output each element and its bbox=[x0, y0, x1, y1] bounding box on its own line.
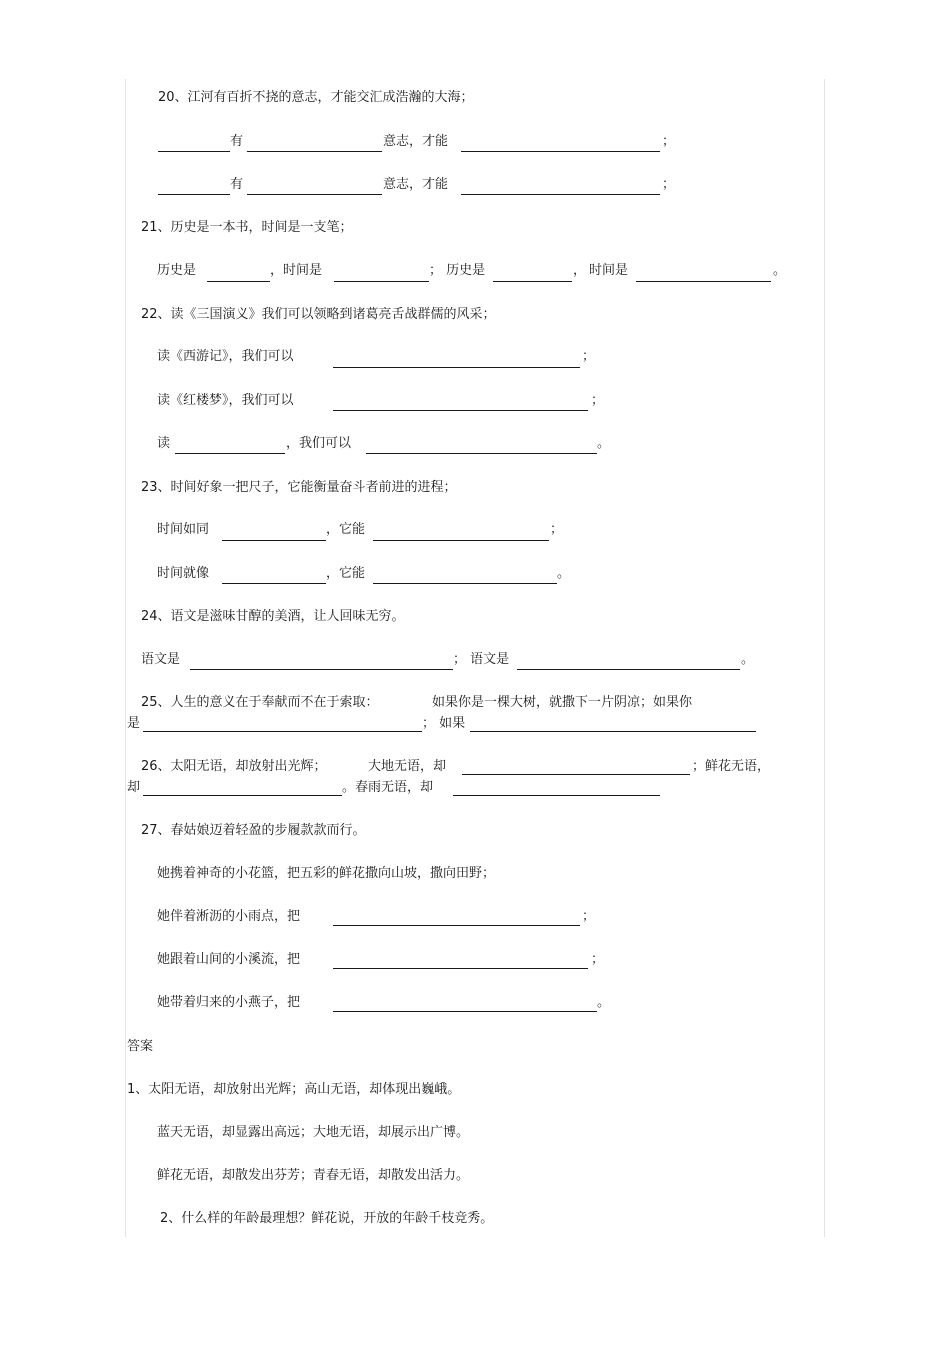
blank-26-c[interactable] bbox=[453, 795, 660, 796]
label-21-lishishi2: ； 历史是 bbox=[429, 263, 486, 278]
question-26-title: 26、太阳无语，却放射出光辉； bbox=[141, 759, 327, 774]
blank-23-1b[interactable] bbox=[373, 540, 549, 541]
blank-26-a[interactable] bbox=[462, 774, 690, 775]
label-20-you-1: 有 bbox=[230, 134, 244, 149]
label-27-end: 。 bbox=[597, 995, 611, 1010]
label-27-line2: 她伴着淅沥的小雨点，把 bbox=[157, 909, 301, 924]
label-20-yizhi-1: 意志，才能 bbox=[383, 134, 449, 149]
blank-22-3b[interactable] bbox=[366, 453, 597, 454]
label-27-line1: 她携着神奇的小花篮，把五彩的鲜花撒向山坡，撒向田野； bbox=[157, 866, 496, 881]
blank-27-2[interactable] bbox=[333, 968, 588, 969]
question-21-title: 21、历史是一本书，时间是一支笔； bbox=[141, 220, 353, 235]
label-25-ruguo: ； 如果 bbox=[422, 716, 466, 731]
label-22-du: 读 bbox=[157, 436, 171, 451]
label-23-taneng-2: ，它能 bbox=[326, 566, 366, 581]
answer-1b: 蓝天无语，却显露出高远；大地无语，却展示出广博。 bbox=[157, 1125, 470, 1140]
label-23-jiuxiang: 时间就像 bbox=[157, 566, 210, 581]
blank-20-2c[interactable] bbox=[461, 194, 660, 195]
question-20-title: 20、江河有百折不挠的意志，才能交汇成浩瀚的大海； bbox=[158, 90, 474, 105]
label-24-end: 。 bbox=[741, 652, 755, 667]
label-27-semi-2: ； bbox=[591, 952, 605, 967]
label-26-que: 却 bbox=[127, 780, 141, 795]
blank-26-b[interactable] bbox=[143, 795, 342, 796]
label-25-shi: 是 bbox=[127, 716, 141, 731]
label-20-semi-1: ； bbox=[662, 134, 676, 149]
question-22-title: 22、读《三国演义》我们可以领略到诸葛亮舌战群儒的风采； bbox=[141, 307, 496, 322]
question-27-title: 27、春姑娘迈着轻盈的步履款款而行。 bbox=[141, 823, 366, 838]
blank-20-1b[interactable] bbox=[247, 151, 382, 152]
label-26-chunyu: 。春雨无语，却 bbox=[342, 780, 434, 795]
label-20-semi-2: ； bbox=[662, 177, 676, 192]
label-20-you-2: 有 bbox=[230, 177, 244, 192]
blank-27-3[interactable] bbox=[333, 1011, 597, 1012]
blank-27-1[interactable] bbox=[333, 925, 580, 926]
blank-21-a[interactable] bbox=[207, 281, 270, 282]
blank-23-2b[interactable] bbox=[373, 583, 557, 584]
label-27-line3: 她跟着山间的小溪流，把 bbox=[157, 952, 301, 967]
blank-23-2a[interactable] bbox=[222, 583, 326, 584]
label-24-yuwenshi2: ； 语文是 bbox=[453, 652, 510, 667]
blank-25-a[interactable] bbox=[143, 731, 422, 732]
label-21-shijianshi: ，时间是 bbox=[270, 263, 323, 278]
blank-24-b[interactable] bbox=[517, 669, 740, 670]
blank-21-c[interactable] bbox=[493, 281, 572, 282]
blank-23-1a[interactable] bbox=[222, 540, 326, 541]
label-22-line2: 读《红楼梦》，我们可以 bbox=[157, 393, 294, 408]
answer-1c: 鲜花无语，却散发出芬芳；青春无语，却散发出活力。 bbox=[157, 1168, 470, 1183]
label-21-shijianshi3: 时间是 bbox=[589, 263, 629, 278]
question-23-title: 23、时间好象一把尺子，它能衡量奋斗者前进的进程； bbox=[141, 480, 457, 495]
blank-20-2b[interactable] bbox=[247, 194, 382, 195]
label-26-xianhua: ；鲜花无语， bbox=[692, 759, 771, 774]
blank-24-a[interactable] bbox=[190, 669, 453, 670]
blank-21-b[interactable] bbox=[334, 281, 429, 282]
label-23-semi: ； bbox=[550, 522, 564, 537]
answer-2: 2、什么样的年龄最理想？鲜花说，开放的年龄千枝竞秀。 bbox=[160, 1211, 494, 1226]
label-23-taneng-1: ，它能 bbox=[326, 522, 366, 537]
blank-21-d[interactable] bbox=[636, 281, 771, 282]
blank-20-1c[interactable] bbox=[461, 151, 660, 152]
label-22-women: ，我们可以 bbox=[286, 436, 352, 451]
answers-heading: 答案 bbox=[127, 1039, 154, 1054]
label-26-dadi: 大地无语，却 bbox=[368, 759, 447, 774]
label-21-end: 。 bbox=[773, 263, 787, 278]
question-25-example: 如果你是一棵大树，就撒下一片阴凉；如果你 bbox=[432, 695, 693, 710]
label-20-yizhi-2: 意志，才能 bbox=[383, 177, 449, 192]
blank-20-2a[interactable] bbox=[158, 194, 230, 195]
blank-20-1a[interactable] bbox=[158, 151, 230, 152]
label-21-lishishi: 历史是 bbox=[157, 263, 197, 278]
answer-1: 1、太阳无语，却放射出光辉；高山无语，却体现出巍峨。 bbox=[127, 1082, 461, 1097]
label-27-line4: 她带着归来的小燕子，把 bbox=[157, 995, 301, 1010]
label-27-semi-1: ； bbox=[582, 909, 596, 924]
label-22-semi-2: ； bbox=[591, 393, 605, 408]
blank-22-1[interactable] bbox=[333, 367, 580, 368]
label-21-comma: ， bbox=[573, 263, 587, 278]
label-22-end: 。 bbox=[597, 436, 611, 451]
label-22-line1: 读《西游记》，我们可以 bbox=[157, 349, 294, 364]
blank-22-2[interactable] bbox=[333, 410, 588, 411]
blank-22-3a[interactable] bbox=[175, 453, 285, 454]
label-24-yuwenshi: 语文是 bbox=[141, 652, 181, 667]
label-23-end: 。 bbox=[557, 566, 571, 581]
question-25-title: 25、人生的意义在于奉献而不在于索取： bbox=[141, 695, 379, 710]
question-24-title: 24、语文是滋味甘醇的美酒，让人回味无穷。 bbox=[141, 609, 405, 624]
label-22-semi-1: ； bbox=[582, 349, 596, 364]
label-23-rutong: 时间如同 bbox=[157, 522, 210, 537]
blank-25-b[interactable] bbox=[470, 731, 756, 732]
